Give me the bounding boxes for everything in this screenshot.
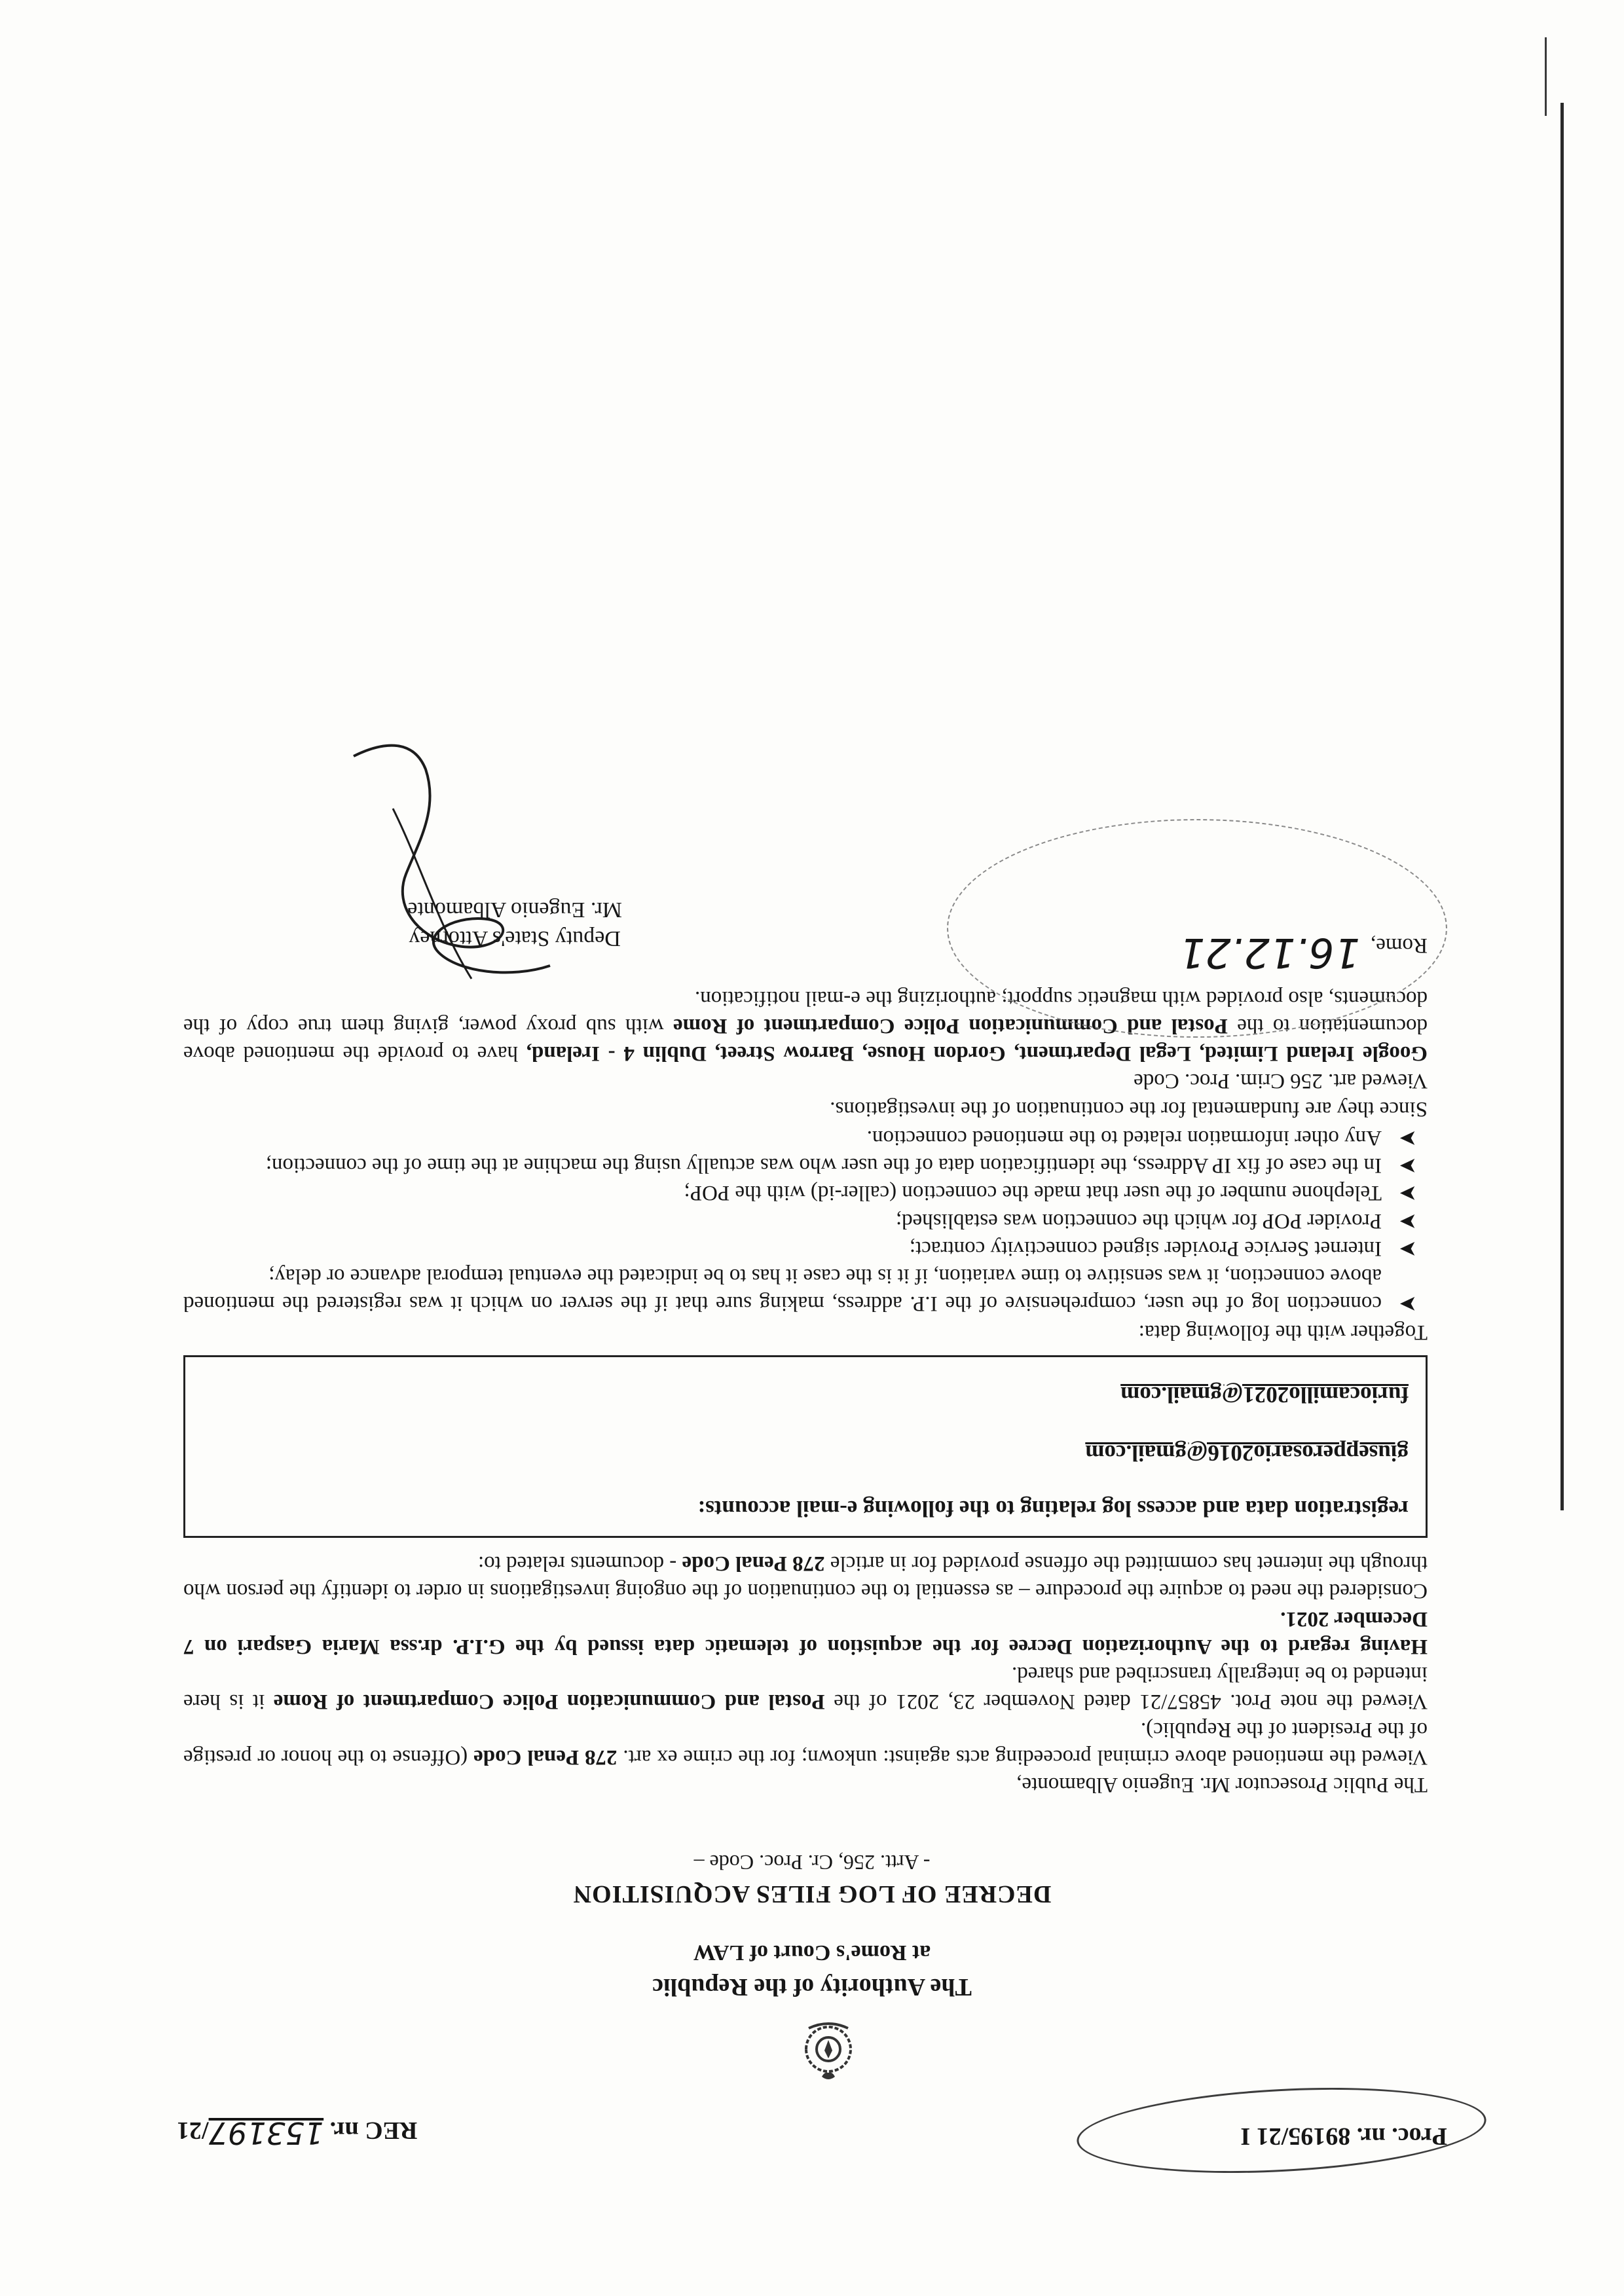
- list-item: ➤ Any other information related to the mentioned connection.: [183, 1124, 1428, 1152]
- title-authority: The Authority of the Republic: [652, 1973, 972, 2001]
- paragraph-criminal-proceeding: Viewed the mentioned above criminal proceeding acts against: unkown; for the crime ex art. 278 Penal Code (Offense to the honor or prestige of the President of the Republic).: [183, 1717, 1428, 1769]
- signer-name: Mr. Eugenio Albamonte: [407, 898, 622, 922]
- arrow-bullet-icon: ➤: [1399, 1236, 1417, 1260]
- page-edge-line: [1560, 103, 1564, 1510]
- decree-title: DECREE OF LOG FILES ACQUISITION: [572, 1880, 1052, 1908]
- arrow-bullet-icon: ➤: [1399, 1292, 1417, 1316]
- decree-body: [183, 665, 1428, 1798]
- email-accounts-header: registration data and access log relating to the following e-mail accounts:: [697, 1495, 1409, 1522]
- rec-handwritten-number: 153197: [208, 2115, 324, 2151]
- rec-label: REC nr.: [329, 2117, 418, 2144]
- page-edge-tick: [1545, 37, 1547, 116]
- list-item: ➤ In the case of fix IP Address, the identification data of the user who was actually using the machine at the time of the connection;: [183, 1152, 1428, 1179]
- email-accounts-box: [183, 1356, 1428, 1538]
- paragraph-prosecutor: The Public Prosecutor Mr. Eugenio Albamonte,: [1016, 1773, 1428, 1796]
- decree-subtitle: - Artt. 256, Cr. Proc. Code –: [693, 1851, 931, 1874]
- list-item: ➤ connection log of the user, comprehensive of the I.P. address, making sure that if the server on which it was registered the mentioned above connection, it was sensitive to time variation, if it is the case it has to be indicated the eventual temporal advance or delay;: [183, 1262, 1428, 1317]
- rec-number: [177, 2115, 417, 2151]
- signer-block: [407, 895, 622, 953]
- rec-suffix: /21: [177, 2117, 209, 2144]
- email-account-2: furiocamillo2021@gmail.com: [1120, 1382, 1409, 1408]
- arrow-bullet-icon: ➤: [1399, 1154, 1417, 1178]
- signature-area: [183, 665, 1428, 979]
- signer-role: Deputy State's Attorney: [409, 926, 621, 951]
- document-header: [177, 2113, 1447, 2165]
- paragraph-authorization: Having regard to the Authorization Decree for the acquistion of telematic data issued by the G.I.P. dr.ssa Maria Gaspari on 7 December 2021.: [183, 1607, 1428, 1658]
- place: Rome,: [1370, 934, 1428, 958]
- title-block: [177, 1850, 1447, 2001]
- arrow-bullet-icon: ➤: [1399, 1125, 1417, 1150]
- arrow-bullet-icon: ➤: [1399, 1209, 1417, 1233]
- title-court: at Rome's Court of LAW: [693, 1941, 931, 1965]
- paragraph-fundamental: Since they are fundamental for the continuation of the investigations.: [830, 1097, 1428, 1121]
- paragraph-note: Viewed the note Prot. 45857/21 dated November 23, 2021 of the Postal and Communication Police Compartment of Rome it is here intended to be integrally transcribed and shared.: [183, 1662, 1428, 1714]
- list-item: ➤ Provider POP for which the connection was established;: [183, 1207, 1428, 1234]
- arrow-bullet-icon: ➤: [1399, 1181, 1417, 1205]
- handwritten-signature: [275, 730, 589, 1005]
- paragraph-order: Google Ireland Limited, Legal Department, Gordon House, Barrow Street, Dublin 4 - Ireland, have to provide the mentioned above documentation to the Postal and Communication Police Compartment of Rome with sub proxy power, giving them true copy of the documents, also provided with magnetic support; authorizing the e-mail notification.: [183, 986, 1428, 1066]
- list-item: ➤ Telephone number of the user that made the connection (caller-id) with the POP;: [183, 1179, 1428, 1207]
- emblem-seal-icon: [796, 2018, 861, 2083]
- requested-data-list: [183, 1124, 1428, 1318]
- paragraph-viewed-art: Viewed art. 256 Crim. Proc. Code: [1134, 1069, 1428, 1093]
- paragraph-considered: Considered the need to acquire the procedure – as essential to the continuation of the ongoing investigations in order to identify the person who through the internet has committed the offense provided for in article 278 Penal Code - documents related to:: [183, 1552, 1428, 1603]
- handwritten-date: 16.12.21: [1179, 929, 1360, 977]
- list-item: ➤ Internet Service Provider signed connectivity contract;: [183, 1235, 1428, 1262]
- place-date: [1179, 927, 1428, 979]
- proc-number: Proc. nr. 89195/21 I: [1240, 2123, 1447, 2150]
- paragraph-together: Together with the following data:: [1138, 1321, 1428, 1345]
- email-account-1: giusepperosario2016@gmail.com: [1085, 1440, 1409, 1467]
